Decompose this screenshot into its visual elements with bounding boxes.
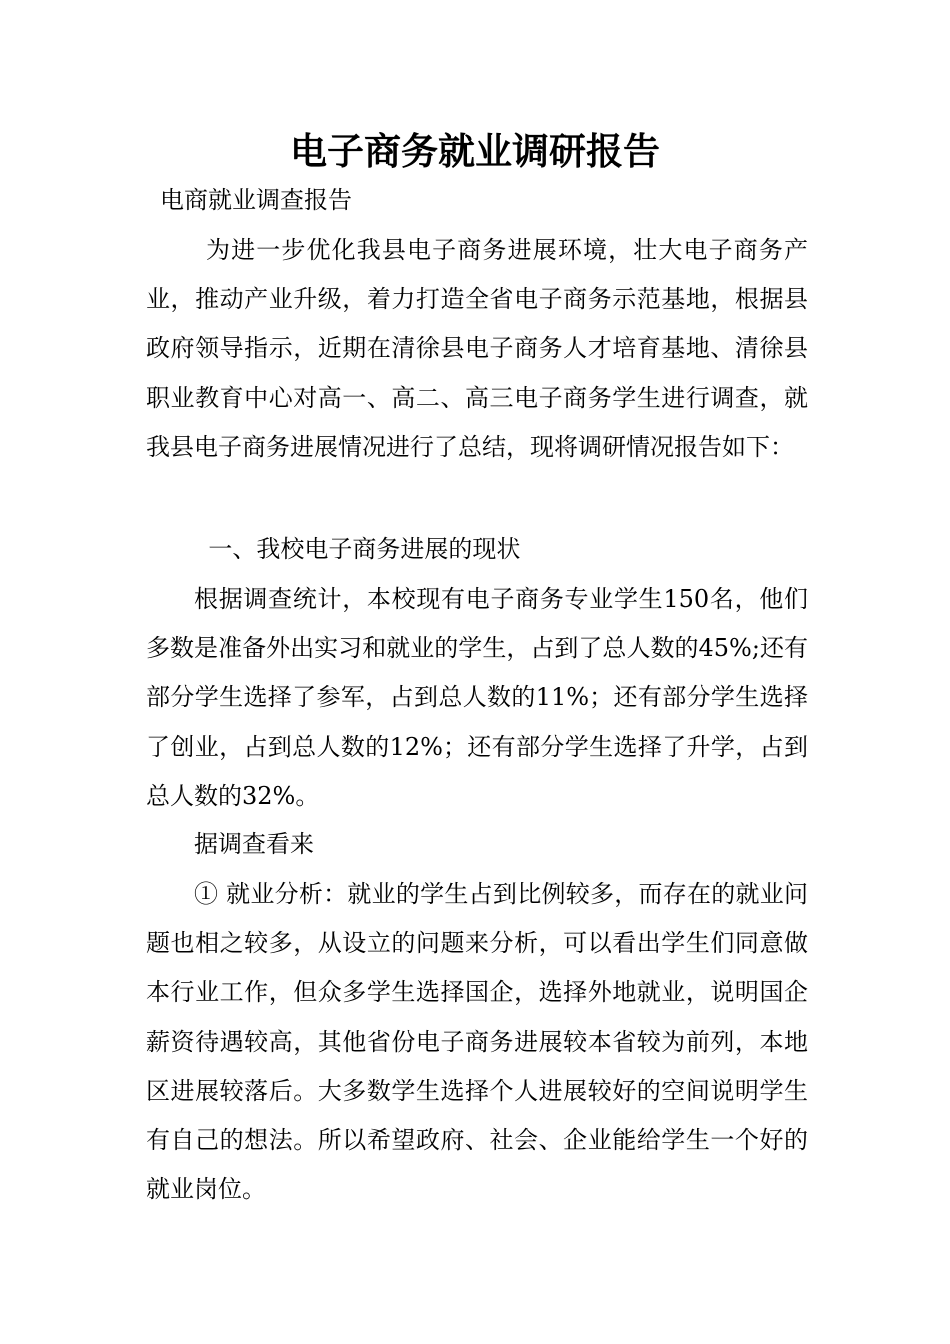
- paragraph-statistics: 根据调查统计，本校现有电子商务专业学生150名，他们多数是准备外出实习和就业的学生，占到了总人数的45%;还有部分学生选择了参军，占到总人数的11%；还有部分学生选择了创业，占到总人数的12%；还有部分学生选择了升学，占到总人数的32%。: [146, 585, 808, 810]
- document-title: 电子商务就业调研报告: [290, 129, 660, 173]
- paragraph-lead: 据调查看来: [194, 830, 314, 858]
- paragraph-intro: 为进一步优化我县电子商务进展环境，壮大电子商务产业，推动产业升级，着力打造全省电子商务示范基地，根据县政府领导指示，近期在清徐县电子商务人才培育基地、清徐县职业教育中心对高一、高二、高三电子商务学生进行调查，就我县电子商务进展情况进行了总结，现将调研情况报告如下：: [146, 236, 808, 461]
- document-subtitle: 电商就业调查报告: [160, 186, 352, 214]
- section-heading: 一、我校电子商务进展的现状: [208, 535, 521, 563]
- paragraph-employment-analysis: ① 就业分析：就业的学生占到比例较多，而存在的就业问题也相之较多，从设立的问题来分析，可以看出学生们同意做本行业工作，但众多学生选择国企，选择外地就业，说明国企薪资待遇较高，其他省份电子商务进展较本省较为前列，本地区进展较落后。大多数学生选择个人进展较好的空间说明学生有自己的想法。所以希望政府、社会、企业能给学生一个好的就业岗位。: [146, 880, 808, 1204]
